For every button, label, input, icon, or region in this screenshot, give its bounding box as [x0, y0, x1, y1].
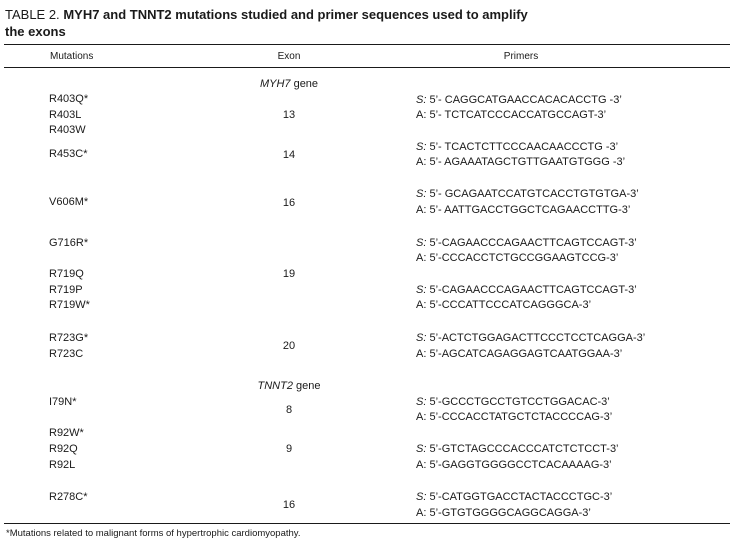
- primer-sequence: 5’-GTGTGGGGCAGGCAGGA-3’: [429, 507, 591, 519]
- primer-strand: S:: [416, 284, 427, 296]
- table-top-rule: [4, 44, 730, 45]
- header-bottom-rule: [4, 67, 730, 68]
- exon-cell: 14: [282, 149, 296, 161]
- primer-sequence: 5’- AATTGACCTGGCTCAGAACCTTG-3’: [429, 204, 631, 216]
- primer-strand: S:: [416, 443, 427, 455]
- exon-cell: 8: [285, 404, 293, 416]
- primer-sequence: 5’- TCTCATCCCACCATGCCAGT-3’: [429, 109, 607, 121]
- mutation-cell: R719P: [49, 284, 83, 296]
- exon-cell: 20: [282, 340, 296, 352]
- primer-strand: S:: [416, 141, 427, 153]
- table-footnote: *Mutations related to malignant forms of hypertrophic cardiomyopathy.: [6, 528, 301, 539]
- primer-sequence: 5’-GTCTAGCCCACCCATCTCTCCT-3’: [429, 443, 619, 455]
- primer-sequence: 5’- CAGGCATGAACCACACACCTG -3’: [429, 94, 622, 106]
- gene-word: gene: [293, 78, 319, 90]
- table-label: TABLE 2.: [5, 7, 60, 22]
- table-title-continued: the exons: [5, 24, 66, 39]
- primer-sequence: 5’-CCCACCTCTGCCGGAAGTCCG-3’: [429, 252, 619, 264]
- header-exon: Exon: [277, 51, 301, 62]
- primer-strand: A:: [416, 507, 427, 519]
- primer-strand: A:: [416, 459, 427, 471]
- mutation-cell: R92L: [49, 459, 76, 471]
- exon-cell: 13: [282, 109, 296, 121]
- header-mutations: Mutations: [50, 51, 94, 62]
- primer-strand: A:: [416, 411, 427, 423]
- primer-strand: A:: [416, 252, 427, 264]
- primer-sequence: 5’-CCCATTCCCATCAGGGCA-3’: [429, 299, 592, 311]
- exon-cell: 19: [282, 268, 296, 280]
- exon-cell: 16: [282, 499, 296, 511]
- mutation-cell: R278C*: [49, 491, 88, 503]
- mutation-cell: R723G*: [49, 332, 89, 344]
- primer-sequence: 5’- AGAAATAGCTGTTGAATGTGGG -3’: [429, 156, 626, 168]
- mutation-cell: R453C*: [49, 148, 88, 160]
- gene-section-label: [258, 379, 321, 393]
- primer-sequence: 5’-ACTCTGGAGACTTCCCTCCTCAGGA-3’: [429, 332, 646, 344]
- primer-strand: S:: [416, 94, 427, 106]
- mutation-cell: R719W*: [49, 299, 90, 311]
- gene-symbol: MYH7: [259, 78, 291, 90]
- primer-strand: S:: [416, 237, 427, 249]
- gene-word: gene: [296, 380, 321, 392]
- mutation-cell: R723C: [49, 348, 84, 360]
- primer-sequence: 5’-GCCCTGCCTGTCCTGGACAC-3’: [429, 396, 610, 408]
- primer-sequence: 5’-CATGGTGACCTACTACCCTGC-3’: [429, 491, 613, 503]
- mutation-cell: R719Q: [49, 268, 84, 280]
- primer-sequence: 5’-GAGGTGGGGCCTCACAAAAG-3’: [429, 459, 612, 471]
- header-primers: Primers: [503, 51, 539, 62]
- mutation-cell: R403W: [49, 124, 86, 136]
- primer-sequence: 5’-CAGAACCCAGAACTTCAGTCCAGT-3’: [429, 237, 637, 249]
- mutation-cell: I79N*: [49, 396, 77, 408]
- gene-section-label: [260, 77, 318, 91]
- primer-strand: S:: [416, 188, 427, 200]
- exon-cell: 16: [282, 197, 296, 209]
- primer-strand: S:: [416, 491, 427, 503]
- mutation-cell: R403L: [49, 109, 82, 121]
- gene-symbol: TNNT2: [257, 380, 293, 392]
- table-caption: [5, 6, 705, 40]
- mutation-cell: R403Q*: [49, 93, 89, 105]
- exon-cell: 9: [285, 443, 293, 455]
- primer-sequence: 5’-CAGAACCCAGAACTTCAGTCCAGT-3’: [429, 284, 637, 296]
- mutation-cell: V606M*: [49, 196, 89, 208]
- primer-strand: A:: [416, 156, 427, 168]
- primer-strand: A:: [416, 299, 427, 311]
- table-bottom-rule: [4, 523, 730, 524]
- primer-strand: S:: [416, 396, 427, 408]
- primer-sequence: 5’- GCAGAATCCATGTCACCTGTGTGA-3’: [429, 188, 639, 200]
- table-title: MYH7 and TNNT2 mutations studied and primer sequences used to amplify: [63, 7, 528, 22]
- mutation-cell: G716R*: [49, 237, 89, 249]
- primer-sequence: 5’-CCCACCTATGCTCTACCCCAG-3’: [429, 411, 613, 423]
- primer-sequence: 5’- TCACTCTTCCCAACAACCCTG -3’: [429, 141, 619, 153]
- primer-sequence: 5’-AGCATCAGAGGAGTCAATGGAA-3’: [429, 348, 623, 360]
- mutation-cell: R92Q: [49, 443, 78, 455]
- primer-strand: S:: [416, 332, 427, 344]
- mutation-cell: R92W*: [49, 427, 84, 439]
- primer-strand: A:: [416, 348, 427, 360]
- primer-strand: A:: [416, 204, 427, 216]
- primer-strand: A:: [416, 109, 427, 121]
